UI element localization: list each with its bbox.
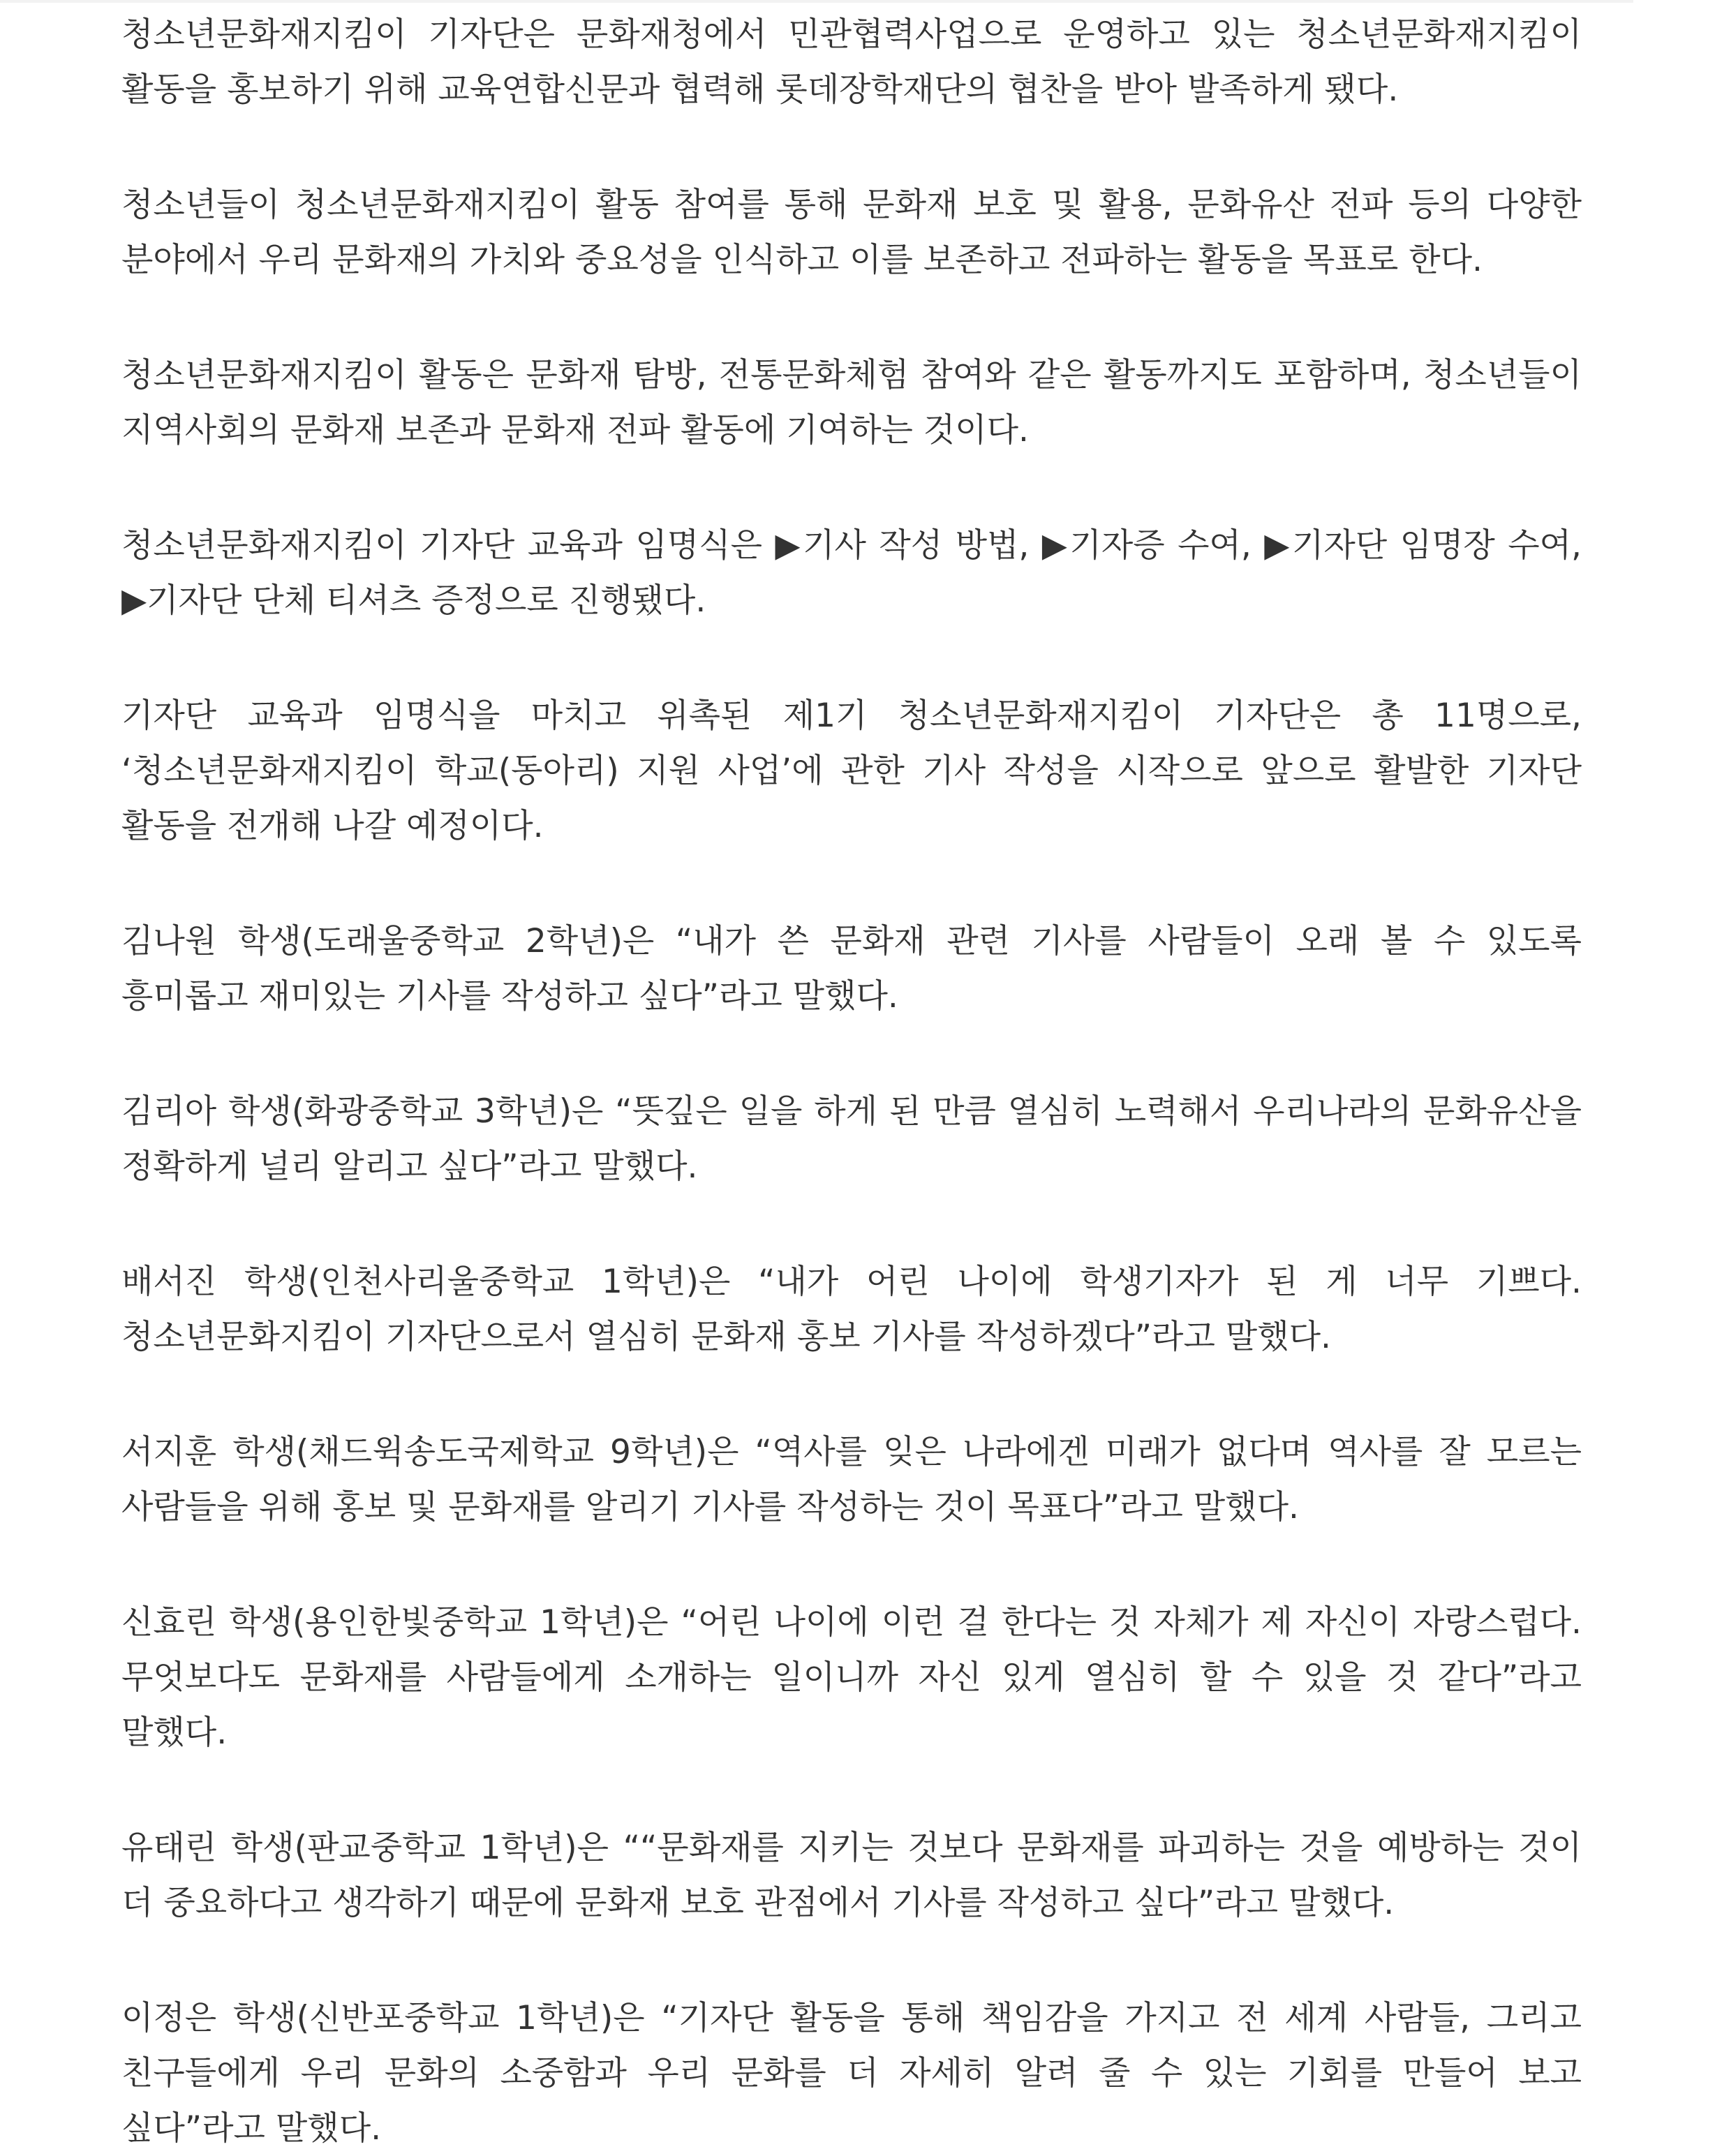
article-paragraph: 청소년문화재지킴이 기자단 교육과 임명식은 ▶기사 작성 방법, ▶기자증 수여, ▶기자단 임명장 수여, ▶기자단 단체 티셔츠 증정으로 진행됐다. [121,526,1582,620]
article-paragraph: 청소년문화재지킴이 기자단은 문화재청에서 민관협력사업으로 운영하고 있는 청소년문화재지킴이 활동을 홍보하기 위해 교육연합신문과 협력해 롯데장학재단의 협찬을 받아 발족하게 됐다. [121,15,1582,109]
article-body [121,7,1582,2156]
article-paragraph: 유태린 학생(판교중학교 1학년)은 ““문화재를 지키는 것보다 문화재를 파괴하는 것을 예방하는 것이 더 중요하다고 생각하기 때문에 문화재 보호 관점에서 기사를 작성하고 싶다”라고 말했다. [121,1829,1582,1922]
top-divider [0,0,1633,3]
article-paragraph: 김리아 학생(화광중학교 3학년)은 “뜻깊은 일을 하게 된 만큼 열심히 노력해서 우리나라의 문화유산을 정확하게 널리 알리고 싶다”라고 말했다. [121,1092,1582,1186]
article-paragraph: 청소년들이 청소년문화재지킴이 활동 참여를 통해 문화재 보호 및 활용, 문화유산 전파 등의 다양한 분야에서 우리 문화재의 가치와 중요성을 인식하고 이를 보존하고 전파하는 활동을 목표로 한다. [121,186,1582,279]
article-paragraph: 기자단 교육과 임명식을 마치고 위촉된 제1기 청소년문화재지킴이 기자단은 총 11명으로, ‘청소년문화재지킴이 학교(동아리) 지원 사업’에 관한 기사 작성을 시작으로 앞으로 활발한 기자단 활동을 전개해 나갈 예정이다. [121,697,1582,845]
article-paragraph: 서지훈 학생(채드윅송도국제학교 9학년)은 “역사를 잊은 나라에겐 미래가 없다며 역사를 잘 모르는 사람들을 위해 홍보 및 문화재를 알리기 기사를 작성하는 것이 목표다”라고 말했다. [121,1433,1582,1526]
article-paragraph: 이정은 학생(신반포중학교 1학년)은 “기자단 활동을 통해 책임감을 가지고 전 세계 사람들, 그리고 친구들에게 우리 문화의 소중함과 우리 문화를 더 자세히 알려 줄 수 있는 기회를 만들어 보고 싶다”라고 말했다. [121,1999,1582,2148]
article-paragraph: 김나원 학생(도래울중학교 2학년)은 “내가 쓴 문화재 관련 기사를 사람들이 오래 볼 수 있도록 흥미롭고 재미있는 기사를 작성하고 싶다”라고 말했다. [121,922,1582,1016]
article-paragraph: 신효린 학생(용인한빛중학교 1학년)은 “어린 나이에 이런 걸 한다는 것 자체가 제 자신이 자랑스럽다. 무엇보다도 문화재를 사람들에게 소개하는 일이니까 자신 있게 열심히 할 수 있을 것 같다”라고 말했다. [121,1603,1582,1752]
article-paragraph: 배서진 학생(인천사리울중학교 1학년)은 “내가 어린 나이에 학생기자가 된 게 너무 기쁘다. 청소년문화지킴이 기자단으로서 열심히 문화재 홍보 기사를 작성하겠다”라고 말했다. [121,1263,1582,1356]
article-paragraph: 청소년문화재지킴이 활동은 문화재 탐방, 전통문화체험 참여와 같은 활동까지도 포함하며, 청소년들이 지역사회의 문화재 보존과 문화재 전파 활동에 기여하는 것이다. [121,356,1582,449]
